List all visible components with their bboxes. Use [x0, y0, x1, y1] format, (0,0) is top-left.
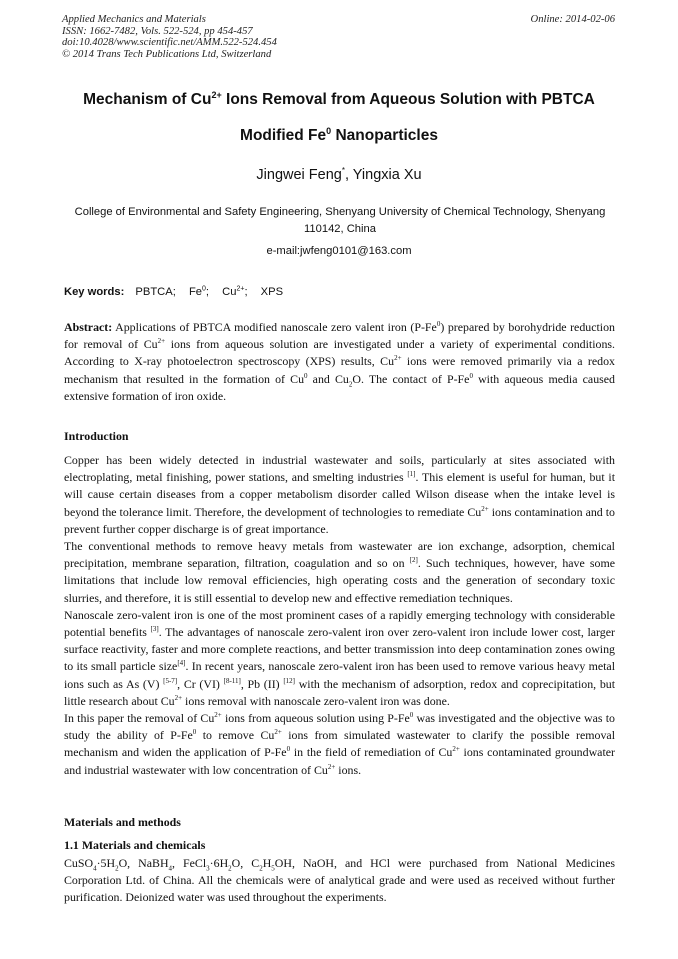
citation[interactable]: [1]: [407, 470, 416, 479]
abstract-text: with aqueous media caused extensive formation of iron oxide.: [64, 371, 615, 403]
paragraph-text: ions from simulated wastewater to clarify the possible removal mechanism and widen the application of P-Fe: [64, 728, 616, 760]
paragraph: [64, 538, 615, 607]
paragraph: [64, 452, 615, 538]
paragraph-text: . Such techniques, however, have some limitations that include low removal efficiencies, high operating costs and the generation of secondary toxic slurries, and therefore, it is still essential to develop new and effective remediation techniques.: [64, 556, 615, 605]
journal-header: [62, 14, 277, 60]
paragraph-text: ·6H: [209, 856, 229, 870]
title-text: Ions Removal from Aqueous Solution with PBTCA: [221, 91, 595, 109]
keywords-label: Key words:: [64, 285, 125, 298]
methods-body: [64, 855, 615, 907]
paragraph-text: , Cr (VI): [177, 676, 224, 691]
paragraph-text: ions contamination and to prevent further copper discharge is of great importance.: [64, 504, 615, 536]
superscript: 0: [192, 728, 197, 737]
superscript: 2+: [214, 711, 222, 720]
keyword-text: ;: [244, 285, 248, 298]
superscript: 2+: [274, 728, 282, 737]
copyright-line: © 2014 Trans Tech Publications Ltd, Switzerland: [62, 48, 272, 60]
subscript: 2: [348, 379, 353, 388]
paragraph-text: . In recent years, nanoscale zero-valent iron has been used to remove various heavy metal ions such as As (V): [64, 659, 615, 691]
paragraph-text: ions removal with nanoscale zero-valent iron was done.: [182, 693, 450, 708]
superscript: 0: [409, 711, 414, 720]
paragraph-text: OH, NaOH, and HCl were purchased from National Medicines Corporation Ltd. of China. All the chemicals were of analytical grade and were used as received without further purification. Deionized water was used throughout the experiments.: [64, 856, 615, 905]
paper-title-line-1: [0, 90, 678, 109]
subscript: 2: [228, 864, 232, 873]
keyword: PBTCA;: [135, 285, 176, 298]
abstract-text: ions were removed primarily via a redox mechanism that resulted in the formation of Cu: [64, 354, 615, 386]
online-date: Online: 2014-02-06: [530, 14, 615, 25]
paragraph: [64, 607, 615, 710]
superscript: 2+: [157, 337, 166, 346]
citation[interactable]: [12]: [283, 676, 296, 685]
abstract-label: Abstract:: [64, 320, 113, 334]
affiliation: College of Environmental and Safety Engineering, Shenyang University of Chemical Technology, Shenyang 110142, China: [74, 206, 606, 235]
paragraph-text: . The advantages of nanoscale zero-valent iron over zero-valent iron include lower cost, larger surface reactivity, faster and more complete reactions, and better transmission into deep contamination zones owing to its small particle size: [64, 625, 615, 674]
title-text: Nanoparticles: [331, 127, 438, 145]
paragraph-text: , FeCl: [172, 856, 207, 870]
abstract-text: O. The contact of P-Fe: [352, 371, 470, 386]
citation[interactable]: [3]: [150, 625, 159, 634]
journal-name: Applied Mechanics and Materials: [62, 14, 206, 25]
subscript: 4: [168, 864, 173, 873]
subscript: 4: [93, 864, 97, 873]
paragraph-text: was investigated and the objective was to study the ability of P-Fe: [64, 711, 615, 743]
paragraph-text: Nanoscale zero-valent iron is one of the most prominent cases of a rapidly emerging technology with considerable potential benefits: [64, 607, 615, 640]
title-superscript: 2+: [211, 90, 222, 100]
section-heading-methods: Materials and methods: [64, 815, 181, 829]
paragraph-text: H: [262, 856, 272, 870]
paragraph-text: ions contaminated groundwater and industrial wastewater with low concentration of Cu: [64, 745, 615, 777]
keyword-text: Fe: [188, 285, 203, 298]
superscript: 2+: [394, 354, 402, 363]
paragraph-text: ions.: [335, 762, 362, 777]
abstract-text: ) prepared by borohydride reduction for removal of Cu: [64, 320, 615, 352]
subscript: 2: [115, 864, 119, 873]
paragraph-text: to remove Cu: [196, 728, 275, 743]
keyword-text: ;: [205, 285, 210, 298]
paragraph-text: O, NaBH: [118, 856, 169, 870]
paragraph-text: In this paper the removal of Cu: [64, 711, 215, 726]
superscript: 0: [304, 371, 308, 380]
issn-line: ISSN: 1662-7482, Vols. 522-524, pp 454-457: [62, 25, 253, 37]
subscript: 5: [271, 864, 275, 873]
keyword: [222, 286, 247, 298]
section-heading-introduction: Introduction: [64, 429, 129, 443]
title-text: Mechanism of Cu: [83, 91, 212, 109]
paragraph-text: , Pb (II): [240, 676, 284, 691]
keyword: XPS: [260, 285, 284, 298]
paragraph-text: The conventional methods to remove heavy metals from wastewater are ion exchange, adsorption, chemical precipitation, membrane separation, filtration, coagulation and so on: [64, 539, 615, 571]
introduction-body: [64, 452, 615, 779]
paragraph-text: ·5H: [96, 856, 116, 870]
author-name: , Yingxia Xu: [344, 166, 422, 183]
superscript: 2+: [452, 745, 460, 754]
keyword: [189, 286, 209, 298]
abstract-text: and Cu: [307, 371, 349, 386]
subscript: 3: [206, 864, 210, 873]
superscript: 0: [436, 320, 441, 329]
author-name: Jingwei Feng: [256, 166, 342, 183]
superscript: 0: [286, 745, 291, 754]
abstract-text: ions from aqueous solution are investigated under a variety of experimental conditions. According to X-ray photoelectron spectroscopy (XPS) results, Cu: [64, 337, 615, 369]
citation[interactable]: [5-7]: [163, 676, 178, 685]
abstract-text: Applications of PBTCA modified nanoscale zero valent iron (P-Fe: [112, 320, 437, 334]
title-superscript: 0: [326, 126, 332, 136]
email-address[interactable]: e-mail:jwfeng0101@163.com: [266, 245, 412, 257]
superscript: 2+: [174, 693, 183, 702]
superscript: 0: [469, 371, 473, 380]
abstract: [64, 319, 615, 405]
subsection-heading: 1.1 Materials and chemicals: [64, 838, 206, 852]
paper-title-line-2: [0, 126, 678, 145]
paragraph-text: . This element is useful for human, but it will cause certain diseases from a copper metabolism disorder called Wilson disease when the intake level is beyond the tolerance limit. Therefore, the development of technologies to remediate Cu: [64, 470, 615, 519]
citation[interactable]: [4]: [177, 659, 186, 668]
citation[interactable]: [2]: [409, 556, 418, 565]
subscript: 2: [259, 864, 263, 873]
citation[interactable]: [8-11]: [223, 676, 241, 685]
paragraph-text: ions from aqueous solution using P-Fe: [221, 711, 410, 726]
doi-line: doi:10.4028/www.scientific.net/AMM.522-524.454: [62, 37, 277, 48]
superscript: 2+: [327, 762, 336, 771]
corresponding-mark: *: [341, 166, 345, 175]
paragraph-text: in the field of remediation of Cu: [290, 745, 453, 760]
superscript: 2+: [481, 504, 489, 513]
keyword-text: Cu: [222, 285, 237, 298]
paragraph-text: Copper has been widely detected in industrial wastewater and soils, particularly at sites associated with electroplating, metal finishing, power stations, and smelting industries: [64, 453, 615, 485]
paragraph-text: CuSO: [64, 856, 94, 870]
title-text: Modified Fe: [240, 127, 327, 145]
keyword-superscript: 2+: [236, 285, 245, 292]
paragraph: [64, 710, 615, 779]
keywords: [64, 285, 293, 298]
keyword-superscript: 0: [202, 285, 206, 292]
author-list: [0, 166, 678, 183]
paragraph-text: O, C: [231, 856, 260, 870]
paragraph-text: with the mechanism of adsorption, redox and coprecipitation, but little research about Cu: [64, 676, 616, 708]
